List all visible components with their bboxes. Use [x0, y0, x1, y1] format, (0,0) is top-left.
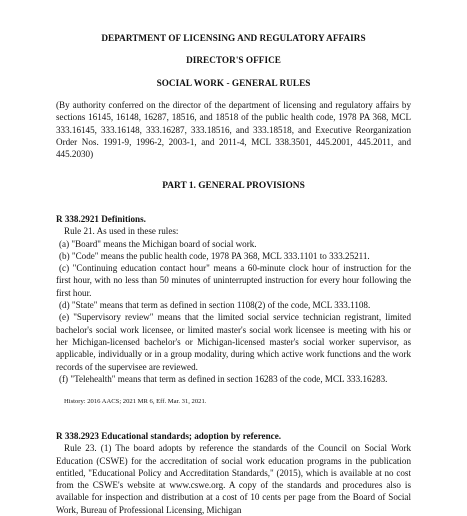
office-heading: DIRECTOR'S OFFICE [186, 55, 281, 65]
definition-board: (a) "Board" means the Michigan board of social work. [59, 238, 257, 249]
definition-state: (d) "State" means that term as defined in section 1108(2) of the code, MCL 333.1108. [59, 300, 371, 311]
document-title: SOCIAL WORK - GENERAL RULES [156, 78, 311, 88]
definition-telehealth: (f) "Telehealth" means that term as defined in section 16283 of the code, MCL 333.16283. [59, 373, 388, 384]
rule-2921-section [56, 213, 411, 385]
definition-continuing-education: (c) "Continuing education contact hour" means a 60-minute clock hour of instruction for the first hour, with no less than 50 minutes of uninterrupted instruction for every hour following the first hour. [56, 263, 411, 298]
authority-paragraph: (By authority conferred on the director of the department of licensing and regulatory affairs by sections 16145, 16148, 16287, 18516, and 18518 of the public health code, 1978 PA 368, MCL 333.16145, 333.16148, 333.16287, 333.18516, and 333.18518, and Executive Reorganization Order Nos. 1991-9, 1996-2, 2003-1, and 2011-4, MCL 338.3501, 445.2001, 445.2011, and 445.2030) [56, 100, 411, 160]
rule-2923-section [56, 430, 411, 516]
definition-supervisory-review: (e) "Supervisory review" means that the limited social service technician registrant, limited bachelor's social work licensee, or limited master's social work licensee is meeting with his or her Michigan-licensed bachelor's or Michigan-licensed master's social worker supervisor, as applicable, individually or in a group modality, during which active work functions and the work records of the supervisee are reviewed. [56, 312, 411, 372]
rule-2921-title: R 338.2921 Definitions. [56, 214, 146, 224]
rule-2923-title: R 338.2923 Educational standards; adoption by reference. [56, 431, 281, 441]
part-heading: PART 1. GENERAL PROVISIONS [162, 181, 305, 191]
rule-2921-history: History: 2016 AACS; 2021 MR 6, Eff. Mar. 31, 2021. [64, 398, 207, 405]
definition-code: (b) "Code" means the public health code, 1978 PA 368, MCL 333.1101 to 333.25211. [59, 250, 370, 261]
rule-2921-intro: Rule 21. As used in these rules: [64, 226, 179, 237]
department-heading: DEPARTMENT OF LICENSING AND REGULATORY AFFAIRS [101, 33, 366, 43]
rule-2923-text: Rule 23. (1) The board adopts by reference the standards of the Council on Social Work Education (CSWE) for the accreditation of social work education programs in the publication entitled, "Educational Policy and Accreditation Standards," (2015), which is available at no cost from the CSWE's website at www.cswe.org. A copy of the standards and procedures also is available for inspection and distribution at a cost of 10 cents per page from the Board of Social Work, Bureau of Professional Licensing, Michigan [56, 443, 411, 515]
